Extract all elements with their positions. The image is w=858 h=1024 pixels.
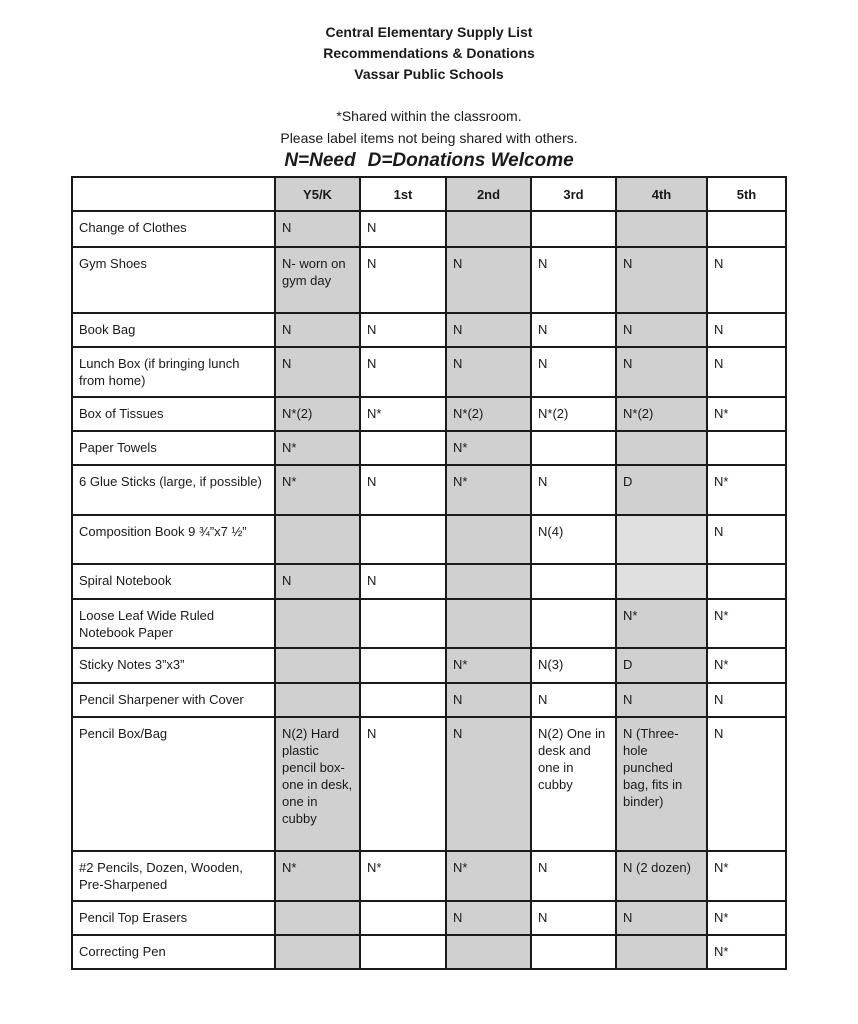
district-name: Vassar Public Schools bbox=[354, 66, 504, 82]
grade-cell-3rd: N(4) bbox=[531, 515, 616, 564]
grade-cell-2nd: N bbox=[446, 347, 531, 397]
item-name: Change of Clothes bbox=[72, 211, 275, 247]
grade-cell-y5k: N bbox=[275, 211, 360, 247]
grade-cell-3rd: N bbox=[531, 465, 616, 515]
grade-cell-2nd: N* bbox=[446, 465, 531, 515]
grade-cell-y5k: N bbox=[275, 313, 360, 347]
column-header-2nd: 2nd bbox=[446, 177, 531, 211]
grade-cell-3rd: N bbox=[531, 247, 616, 313]
grade-cell-5th: N* bbox=[707, 851, 786, 901]
grade-cell-4th bbox=[616, 211, 707, 247]
grade-cell-4th bbox=[616, 515, 707, 564]
grade-cell-3rd: N bbox=[531, 683, 616, 717]
item-name: Pencil Sharpener with Cover bbox=[72, 683, 275, 717]
grade-cell-5th: N bbox=[707, 683, 786, 717]
table-row bbox=[72, 465, 786, 515]
grade-cell-5th: N bbox=[707, 515, 786, 564]
grade-cell-y5k: N* bbox=[275, 431, 360, 465]
item-name: Composition Book 9 ¾”x7 ½” bbox=[72, 515, 275, 564]
item-name: Spiral Notebook bbox=[72, 564, 275, 599]
document-title: Central Elementary Supply List bbox=[325, 24, 533, 40]
document-subtitle: Recommendations & Donations bbox=[323, 45, 535, 61]
grade-cell-3rd bbox=[531, 564, 616, 599]
grade-cell-5th: N* bbox=[707, 901, 786, 935]
item-name: Sticky Notes 3”x3” bbox=[72, 648, 275, 683]
table-row bbox=[72, 599, 786, 648]
grade-cell-3rd: N bbox=[531, 313, 616, 347]
table-row bbox=[72, 347, 786, 397]
table-row bbox=[72, 851, 786, 901]
column-header-5th: 5th bbox=[707, 177, 786, 211]
grade-cell-2nd: N bbox=[446, 247, 531, 313]
grade-cell-y5k bbox=[275, 599, 360, 648]
column-header-3rd: 3rd bbox=[531, 177, 616, 211]
grade-cell-2nd: N* bbox=[446, 851, 531, 901]
grade-cell-y5k bbox=[275, 901, 360, 935]
grade-cell-1st bbox=[360, 599, 446, 648]
grade-cell-y5k bbox=[275, 935, 360, 969]
item-name: Box of Tissues bbox=[72, 397, 275, 431]
grade-cell-2nd bbox=[446, 599, 531, 648]
grade-cell-1st: N bbox=[360, 347, 446, 397]
grade-cell-y5k bbox=[275, 648, 360, 683]
item-name: Loose Leaf Wide Ruled Notebook Paper bbox=[72, 599, 275, 648]
grade-cell-y5k bbox=[275, 515, 360, 564]
column-header-item bbox=[72, 177, 275, 211]
grade-cell-2nd: N bbox=[446, 313, 531, 347]
grade-cell-2nd: N* bbox=[446, 431, 531, 465]
grade-cell-4th: N bbox=[616, 901, 707, 935]
grade-cell-1st: N bbox=[360, 211, 446, 247]
table-row bbox=[72, 717, 786, 851]
item-name: Gym Shoes bbox=[72, 247, 275, 313]
column-header-y5k: Y5/K bbox=[275, 177, 360, 211]
item-name: Pencil Box/Bag bbox=[72, 717, 275, 851]
grade-cell-1st: N bbox=[360, 313, 446, 347]
legend-need: N=Need bbox=[284, 150, 356, 171]
grade-cell-5th: N bbox=[707, 717, 786, 851]
grade-cell-3rd: N*(2) bbox=[531, 397, 616, 431]
table-row bbox=[72, 564, 786, 599]
grade-cell-4th: N bbox=[616, 683, 707, 717]
item-name: Book Bag bbox=[72, 313, 275, 347]
grade-cell-2nd bbox=[446, 515, 531, 564]
grade-cell-5th: N* bbox=[707, 599, 786, 648]
grade-cell-1st bbox=[360, 431, 446, 465]
grade-cell-3rd: N bbox=[531, 347, 616, 397]
grade-cell-3rd bbox=[531, 935, 616, 969]
table-row bbox=[72, 901, 786, 935]
grade-cell-1st bbox=[360, 901, 446, 935]
grade-cell-y5k: N* bbox=[275, 465, 360, 515]
grade-cell-4th: N* bbox=[616, 599, 707, 648]
grade-cell-2nd: N bbox=[446, 901, 531, 935]
grade-cell-1st: N bbox=[360, 717, 446, 851]
grade-cell-4th: N (Three-hole punched bag, fits in binder) bbox=[616, 717, 707, 851]
grade-cell-1st: N* bbox=[360, 397, 446, 431]
table-row bbox=[72, 648, 786, 683]
grade-cell-1st: N bbox=[360, 564, 446, 599]
grade-cell-3rd: N(3) bbox=[531, 648, 616, 683]
grade-cell-2nd bbox=[446, 211, 531, 247]
grade-cell-5th: N bbox=[707, 313, 786, 347]
grade-cell-4th: N bbox=[616, 247, 707, 313]
label-note: Please label items not being shared with others. bbox=[280, 130, 578, 146]
grade-cell-2nd: N*(2) bbox=[446, 397, 531, 431]
grade-cell-2nd: N bbox=[446, 683, 531, 717]
grade-cell-y5k: N(2) Hard plastic pencil box-one in desk, one in cubby bbox=[275, 717, 360, 851]
table-row bbox=[72, 211, 786, 247]
grade-cell-1st bbox=[360, 515, 446, 564]
grade-cell-4th: N*(2) bbox=[616, 397, 707, 431]
grade-cell-3rd: N bbox=[531, 901, 616, 935]
item-name: Correcting Pen bbox=[72, 935, 275, 969]
grade-cell-y5k: N bbox=[275, 347, 360, 397]
grade-cell-y5k: N bbox=[275, 564, 360, 599]
grade-cell-5th: N* bbox=[707, 397, 786, 431]
table-row bbox=[72, 247, 786, 313]
grade-cell-3rd bbox=[531, 599, 616, 648]
grade-cell-1st: N bbox=[360, 465, 446, 515]
item-name: Lunch Box (if bringing lunch from home) bbox=[72, 347, 275, 397]
grade-cell-5th bbox=[707, 211, 786, 247]
grade-cell-1st: N bbox=[360, 247, 446, 313]
grade-cell-4th: D bbox=[616, 465, 707, 515]
grade-cell-y5k bbox=[275, 683, 360, 717]
column-header-1st: 1st bbox=[360, 177, 446, 211]
grade-cell-1st: N* bbox=[360, 851, 446, 901]
table-row bbox=[72, 313, 786, 347]
grade-cell-4th bbox=[616, 564, 707, 599]
item-name: #2 Pencils, Dozen, Wooden, Pre-Sharpened bbox=[72, 851, 275, 901]
grade-cell-4th bbox=[616, 935, 707, 969]
grade-cell-4th: N bbox=[616, 347, 707, 397]
grade-cell-3rd bbox=[531, 211, 616, 247]
grade-cell-1st bbox=[360, 648, 446, 683]
grade-cell-5th bbox=[707, 431, 786, 465]
item-name: Pencil Top Erasers bbox=[72, 901, 275, 935]
legend bbox=[0, 148, 858, 174]
grade-cell-y5k: N- worn on gym day bbox=[275, 247, 360, 313]
item-name: Paper Towels bbox=[72, 431, 275, 465]
supply-table bbox=[71, 176, 787, 970]
shared-note: *Shared within the classroom. bbox=[336, 108, 522, 124]
grade-cell-5th: N* bbox=[707, 935, 786, 969]
grade-cell-2nd: N* bbox=[446, 648, 531, 683]
grade-cell-5th bbox=[707, 564, 786, 599]
grade-cell-3rd: N(2) One in desk and one in cubby bbox=[531, 717, 616, 851]
grade-cell-5th: N bbox=[707, 247, 786, 313]
grade-cell-4th: N (2 dozen) bbox=[616, 851, 707, 901]
grade-cell-5th: N* bbox=[707, 465, 786, 515]
grade-cell-4th bbox=[616, 431, 707, 465]
grade-cell-3rd bbox=[531, 431, 616, 465]
grade-cell-5th: N* bbox=[707, 648, 786, 683]
grade-cell-2nd bbox=[446, 564, 531, 599]
grade-cell-y5k: N* bbox=[275, 851, 360, 901]
grade-cell-3rd: N bbox=[531, 851, 616, 901]
column-header-4th: 4th bbox=[616, 177, 707, 211]
grade-cell-4th: D bbox=[616, 648, 707, 683]
legend-donations: D=Donations Welcome bbox=[367, 150, 574, 171]
grade-cell-y5k: N*(2) bbox=[275, 397, 360, 431]
table-row bbox=[72, 397, 786, 431]
table-row bbox=[72, 431, 786, 465]
grade-cell-4th: N bbox=[616, 313, 707, 347]
grade-cell-5th: N bbox=[707, 347, 786, 397]
table-row bbox=[72, 683, 786, 717]
table-row bbox=[72, 515, 786, 564]
grade-cell-1st bbox=[360, 935, 446, 969]
table-row bbox=[72, 935, 786, 969]
grade-cell-2nd: N bbox=[446, 717, 531, 851]
grade-cell-2nd bbox=[446, 935, 531, 969]
grade-cell-1st bbox=[360, 683, 446, 717]
table-header-row bbox=[72, 177, 786, 211]
item-name: 6 Glue Sticks (large, if possible) bbox=[72, 465, 275, 515]
